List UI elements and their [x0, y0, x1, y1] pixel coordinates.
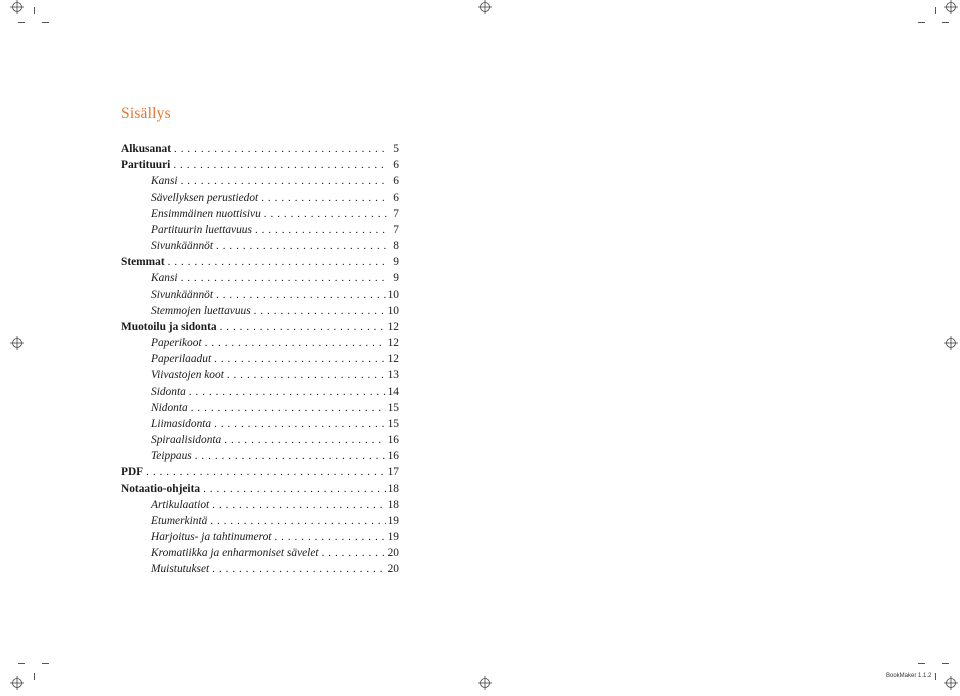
toc-leader-dots [220, 319, 386, 335]
toc-entry[interactable] [121, 141, 399, 157]
toc-entry[interactable] [121, 367, 399, 383]
toc-entry[interactable] [121, 464, 399, 480]
toc-entry-title: Liimasidonta [151, 417, 212, 430]
toc-entry-page: 15 [387, 417, 399, 430]
toc-entry-page: 13 [387, 369, 399, 382]
registration-mark-icon [944, 676, 958, 690]
toc-leader-dots [264, 206, 387, 222]
toc-entry[interactable] [121, 481, 399, 497]
crop-mark [942, 22, 949, 23]
toc-leader-dots [205, 335, 386, 351]
registration-mark-icon [944, 0, 958, 14]
toc-leader-dots [216, 287, 386, 303]
toc-leader-dots [203, 481, 386, 497]
toc-entry[interactable] [121, 254, 399, 270]
toc-entry-title: Sidonta [151, 385, 186, 398]
toc-leader-dots [255, 222, 387, 238]
toc-entry-title: Kansi [151, 272, 178, 285]
toc-leader-dots [191, 400, 386, 416]
toc-leader-dots [181, 173, 387, 189]
toc-entry[interactable] [121, 335, 399, 351]
toc-leader-dots [322, 545, 386, 561]
toc-entry[interactable] [121, 206, 399, 222]
toc-entry[interactable] [121, 270, 399, 286]
toc-entry[interactable] [121, 432, 399, 448]
toc-entry-title: PDF [121, 466, 144, 479]
toc-entry-page: 17 [387, 466, 399, 479]
toc-entry[interactable] [121, 238, 399, 254]
registration-mark-icon [10, 336, 24, 350]
toc-entry[interactable] [121, 545, 399, 561]
crop-mark [18, 663, 25, 664]
toc-entry[interactable] [121, 303, 399, 319]
toc-entry[interactable] [121, 287, 399, 303]
toc-leader-dots [214, 416, 385, 432]
toc-entry-title: Notaatio-ohjeita [121, 482, 201, 495]
toc-entry-title: Paperilaadut [151, 353, 212, 366]
registration-mark-icon [478, 676, 492, 690]
toc-entry-page: 14 [387, 385, 399, 398]
toc-entry-title: Artikulaatiot [151, 498, 210, 511]
toc-entry-title: Nidonta [151, 401, 188, 414]
toc-leader-dots [224, 432, 385, 448]
toc-entry-title: Spiraalisidonta [151, 434, 222, 447]
toc-entry[interactable] [121, 319, 399, 335]
toc-entry[interactable] [121, 561, 399, 577]
toc-entry[interactable] [121, 173, 399, 189]
toc-entry-title: Kromatiikka ja enharmoniset sävelet [151, 547, 319, 560]
toc-entry[interactable] [121, 351, 399, 367]
toc-entry-page: 8 [393, 240, 399, 253]
toc-entry-title: Stemmat [121, 256, 165, 269]
toc-entry-title: Etumerkintä [151, 514, 208, 527]
toc-entry-title: Sivunkäännöt [151, 288, 214, 301]
toc-entry-page: 10 [387, 288, 399, 301]
toc-entry-title: Partituuri [121, 159, 171, 172]
toc-entry-title: Harjoitus- ja tahtinumerot [151, 531, 272, 544]
toc-entry-page: 5 [393, 143, 399, 155]
toc-entry-title: Teippaus [151, 450, 192, 463]
toc-entry[interactable] [121, 416, 399, 432]
toc-entry-title: Stemmojen luettavuus [151, 304, 251, 317]
crop-mark [34, 673, 35, 680]
toc-leader-dots [214, 351, 385, 367]
toc-entry-title: Sivunkäännöt [151, 240, 214, 253]
toc-entry[interactable] [121, 157, 399, 173]
toc-entry-page: 19 [387, 514, 399, 527]
toc-leader-dots [189, 384, 386, 400]
toc-leader-dots [174, 141, 387, 157]
toc-entry-title: Muistutukset [151, 563, 210, 576]
toc-leader-dots [195, 448, 386, 464]
registration-mark-icon [944, 336, 958, 350]
toc-entry-title: Sävellyksen perustiedot [151, 191, 259, 204]
registration-mark-icon [10, 0, 24, 14]
toc-leader-dots [212, 561, 385, 577]
toc-entry-title: Viivastojen koot [151, 369, 224, 382]
toc-entry[interactable] [121, 384, 399, 400]
toc-entry-page: 16 [387, 450, 399, 463]
toc-entry-page: 6 [393, 191, 399, 204]
toc-entry-page: 7 [393, 207, 399, 220]
toc-entry-page: 15 [387, 401, 399, 414]
toc-entry[interactable] [121, 400, 399, 416]
toc-entry-page: 18 [387, 498, 399, 511]
toc-leader-dots [274, 529, 385, 545]
toc-leader-dots [181, 270, 387, 286]
toc-leader-dots [261, 190, 387, 206]
toc-entry-page: 18 [387, 482, 399, 495]
toc-entry-page: 20 [387, 563, 399, 576]
page-title: Sisällys [121, 105, 171, 122]
toc-entry-title: Ensimmäinen nuottisivu [151, 207, 261, 220]
toc-leader-dots [227, 367, 386, 383]
toc-entry-page: 6 [393, 159, 399, 172]
toc-entry-title: Muotoilu ja sidonta [121, 320, 217, 333]
toc-entry-page: 7 [393, 223, 399, 236]
toc-entry[interactable] [121, 222, 399, 238]
footer-label: BookMaker 1.1.2 [886, 673, 932, 679]
toc-entry-title: Kansi [151, 175, 178, 188]
toc-entry[interactable] [121, 513, 399, 529]
crop-mark [942, 663, 949, 664]
registration-mark-icon [478, 0, 492, 14]
toc-leader-dots [254, 303, 386, 319]
table-of-contents [121, 141, 399, 578]
registration-mark-icon [10, 676, 24, 690]
toc-entry[interactable] [121, 190, 399, 206]
toc-entry-page: 16 [387, 434, 399, 447]
toc-leader-dots [168, 254, 387, 270]
toc-entry-title: Partituurin luettavuus [151, 223, 252, 236]
toc-leader-dots [146, 464, 385, 480]
toc-entry-page: 9 [393, 272, 399, 285]
crop-mark [918, 663, 925, 664]
crop-mark [18, 22, 25, 23]
toc-entry-page: 9 [393, 256, 399, 269]
toc-entry[interactable] [121, 448, 399, 464]
crop-mark [42, 663, 49, 664]
toc-leader-dots [210, 513, 385, 529]
toc-entry-page: 10 [387, 304, 399, 317]
crop-mark [935, 7, 936, 14]
toc-entry-page: 12 [387, 320, 399, 333]
toc-entry-page: 6 [393, 175, 399, 188]
toc-entry-page: 12 [387, 337, 399, 350]
toc-entry-title: Paperikoot [151, 337, 202, 350]
toc-leader-dots [212, 497, 385, 513]
toc-entry-page: 20 [387, 547, 399, 560]
crop-mark [42, 22, 49, 23]
toc-entry-title: Alkusanat [121, 143, 172, 155]
toc-entry-page: 19 [387, 531, 399, 544]
toc-entry[interactable] [121, 497, 399, 513]
toc-leader-dots [173, 157, 387, 173]
crop-mark [34, 7, 35, 14]
crop-mark [918, 22, 925, 23]
toc-leader-dots [216, 238, 387, 254]
crop-mark [935, 673, 936, 680]
toc-entry-page: 12 [387, 353, 399, 366]
toc-entry[interactable] [121, 529, 399, 545]
